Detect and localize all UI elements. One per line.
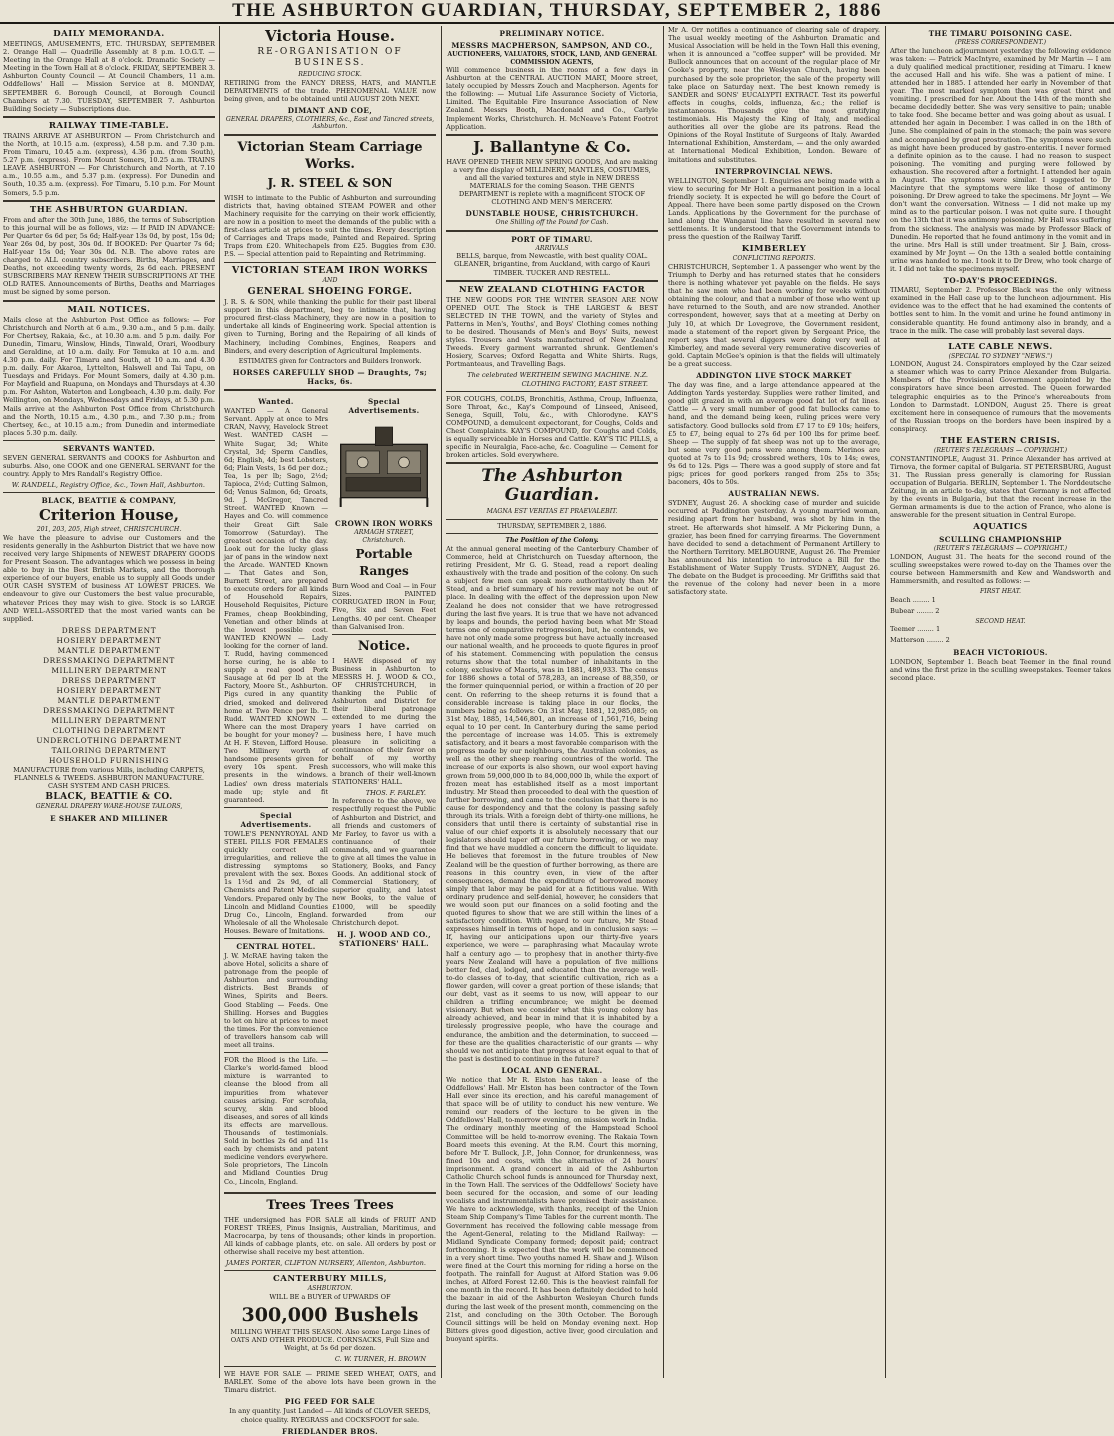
divider: [3, 200, 215, 202]
iron-works-text: J. R. S. & SON, while thanking the public for their past liberal support in this department, beg to intimate that, having procured first-class Machinery, they are now in a position to undertake all kinds of Engineering work. Special attention is given to Turning, Boring and the Repairing of all kinds of Machinery, including Combines, Engines, Reapers and Binders, and every description of Agricultural Implements.: [224, 298, 436, 355]
late-cable-text: LONDON, August 24. Conspirators employed by the Czar seized a steamer which was to carry Prince Alexander from Bulgaria. Members of the Provisional Government appointed by the conspirators have since been arrested. The Queen forwarded telegraphic enquiries as to the Prince's whereabouts from London to Darmstadt. LONDON, August 25. There is great excitement here in consequence of rumours that the movements of the Russian troops on the borders have been inspired by a conspiracy.: [890, 360, 1111, 433]
department-line: MILLINERY DEPARTMENT: [51, 715, 167, 725]
mail-notices-heading: MAIL NOTICES.: [67, 304, 151, 315]
wanted-special-row: [224, 394, 436, 1188]
horses-shod-line: HORSES CAREFULLY SHOD — Draughts, 7s; Hacks, 6s.: [232, 368, 428, 387]
eastern-crisis-text: CONSTANTINOPLE, August 31. Prince Alexander has arrived at Tirnova, the former capital of Bulgaria. ST PETERSBURG, August 31. The Russian press generally is clamoring for Russian occupation of Bulgaria. BERLIN, September 1. The Norddeutsche Zeitung, in an article to-day, states that Germany is not affected by the events in Bulgaria, but that the recent increase in the German armaments is due to the action of France, who alone is answerable for the present situation in Central Europe.: [890, 454, 1111, 520]
newspaper-motto: MAGNA EST VERITAS ET PRAEVALEBIT.: [486, 508, 618, 516]
poisoning-case-text: After the luncheon adjournment yesterday the following evidence was taken: — Patrick MacIntyre, examined by Mr Martin — I am a duly qualified medical practitioner, residing at Timaru. I knew the accused Hall and his wife. She was a patient of mine. I attended her in 1885. I attended her early in November of that year. The most marked symptom then was great thirst and vomiting. I prescribed for her. About the 14th of the month she became decidedly better. She was very sensitive to pain; unable to take food. She became better and was going about as usual. I attended her again in December. I was called in on the 18th of June. She complained of pain in the stomach; the pain was severe and accompanied by great prostration. The symptoms were such as might have been produced by gastro-enteritis. I never formed a definite opinion as to the cause. I had no reason to suspect poisoning. The vomiting and purging were followed by exhaustion. She recovered after a fortnight. I attended her again in August. The symptoms were similar. I suggested to Dr Macintyre that the symptoms were like those of antimony poisoning. Dr Drew agreed to take the specimens. Mr Joynt — We don't want the conversation. Witness — I did not make up my mind as to the particular poison. I was not quite sure. I thought on the 13th that it was antimony poisoning. Mr Hall was suffering from the sickness. The analysis was made by Professor Black of Dunedin. He reported that he found antimony in the vomit and in the urine. Mrs Hall is still under treatment. Sir J. Bain, cross-examined by Mr Joynt — On the 13th a sealed bottle containing urine was handed to me. I took it to Dr Drew, who took charge of it. I did not take the specimens myself.: [890, 46, 1111, 274]
column-3: [446, 26, 658, 1378]
criterion-intro: BLACK, BEATTIE & COMPANY,: [41, 496, 177, 506]
column-5: [890, 26, 1111, 1378]
victoria-house-heading: Victoria House.: [265, 27, 395, 45]
mail-notices-text: Mails close at the Ashburton Post Office as follows: — For Christchurch and North at 6 a.m., 9.30 a.m., and 5 p.m. daily. For Chertsey, Rakaia, &c., at 10.30 a.m. and 5 p.m. daily. For Dunedin, Timaru, Winslow, Hinds, Tinwald, Orari, Woodbury and Geraldine, at 10 a.m. daily. For Temuka at 10 a.m. and 4.30 p.m. daily. For Timaru and South, at 10 a.m. and 4.30 p.m. daily. For Akaroa, Lyttelton, Halswell and Tai Tapu, on Tuesdays and Fridays. For Mount Somers, daily at 4.30 p.m. For Mayfield and Ruapuna, on Mondays and Thursdays at 4.30 p.m. For Ashton, Waterton and Longbeach, 4.30 p.m. daily. For Wellington, on Mondays, Wednesdays and Fridays, at 5.30 p.m. Mails arrive at the Ashburton Post Office from Christchurch and the North, 10.15 a.m., 4.30 p.m., and 7.30 p.m.; from Chertsey, &c., at 10.15 a.m.; from Dunedin and intermediate places 5.30 p.m. daily.: [3, 315, 215, 437]
divider: [890, 338, 1111, 339]
beach-victorious-text: LONDON, September 1. Beach beat Teemer in the final round and wins the first prize in the sculling sweepstakes. Teemer takes second place.: [890, 657, 1111, 682]
department-list: [3, 626, 215, 766]
memoranda-text: MEETINGS, AMUSEMENTS, ETC. THURSDAY, SEPTEMBER 2. Orange Hall — Quadrille Assembly at 8 p.m. I.O.G.T. — Meeting in the Orange Hall at 8 o'clock. Dramatic Society — Meeting in the Town Hall at 8 o'clock. FRIDAY, SEPTEMBER 3. Ashburton County Council — At Council Chambers, 11 a.m. Oddfellows' Hall — Mission Service at 8. MONDAY, SEPTEMBER 6. Borough Council, at Borough Council Chambers at 7.30. TUESDAY, SEPTEMBER 7. Ashburton Building Society — Subscriptions due.: [3, 40, 215, 113]
trees-text: THE undersigned has FOR SALE all kinds of FRUIT AND FOREST TREES, Pinus Insignis, Australian, Maritimus, and Macrocarpa, by tens of thousands; other kinds in proportion. All kinds of cabbage plants, etc. on sale. All orders by post or otherwise shall receive my best attention.: [224, 1215, 436, 1256]
column-1: [3, 26, 215, 1378]
column-4: [668, 26, 880, 1378]
servants-signature: W. RANDELL, Registry Office, &c., Town Hall, Ashburton.: [11, 481, 205, 490]
portable-ranges-heading: Portable Ranges: [355, 547, 413, 579]
todays-proceedings-text: TIMARU, September 2. Professor Black was the only witness examined in the Hall case up to the luncheon adjournment. His evidence was to the effect that he had examined the contents of bottles sent to him. In the vomit and urine he found antimony in considerable quantity. He found antimony also in brandy, and a trace in the milk. The case will probably last several days.: [890, 286, 1111, 335]
notice-text-2: In reference to the above, we respectfully request the Public of Ashburton and District, and all friends and customers of Mr Farley, to favor us with a continuance of their commands, and we guarantee to give at all times the value in Stationery, Books, and Fancy Goods. An additional stock of Commercial Stationery, of superior quality, and latest new Books, to the value of £1000, will be speedily forwarded from our Christchurch depot.: [332, 797, 436, 927]
ballantyne-heading: J. Ballantyne & Co.: [473, 137, 631, 156]
heat-result: Beach ........ 1: [890, 595, 936, 604]
special-ads-heading: Special Advertisements.: [240, 810, 312, 829]
wanted-text: WANTED — A General Servant. Apply at once to Mrs CRAN, Navvy, Havelock Street West. WANTED CASH — White Sugar, 3d; White Crystal, 3d; Sperm Candles, 6d; English, 4d; best Lobsters, 6d; Plain Vests, 1s 6d per doz.; Tea, 1s per lb; Sago, 2½d; Tapioca, 2½d; Cutting Salmon, 6d; Venus Salmon, 6d; Groats, 9d. J. McGregor, Tancred Street. WANTED Known — Hayes and Co. will commence their Great Gift Sale Tomorrow (Saturday). The greatest occasion of the day. Look out for the lucky glass jar of pans in the window next the Arcade. WANTED Known — That Gates and Son, Burnett Street, are prepared to execute orders for all kinds of Household Repairs, Household Requisites, Picture Frames, cheap Bookbinding, Venetian and other blinds at the lowest possible cost. WANTED KNOWN — Lady looking for the corner of land. T. Rudd, having commenced horse curing, he is able to supply a real good Pork Sausage at 6d per lb at the Factory, Moore St., Ashburton. Pigs cured in any quantity dried, smoked and delivered home at Two Pence per lb. T. Rudd. WANTED KNOWN — Where can the most Drapery be bought for your money? — At H. F. Steven, Lifford House. Two Millinery worth of handsome presents given for every 10s spent. Fresh presents in the windows. Ladies' own dress materials made up; style and fit guaranteed.: [224, 407, 328, 804]
department-line: DRESS DEPARTMENT: [61, 675, 157, 685]
auctioneer-names: MESSRS MACPHERSON, SAMPSON, AND CO.,: [451, 41, 653, 50]
bushels-figure: 300,000 Bushels: [241, 1303, 419, 1326]
port-of-timaru-heading: PORT OF TIMARU.: [511, 234, 593, 244]
late-cable-subheading: (SPECIAL TO SYDNEY "NEWS."): [948, 352, 1053, 360]
masthead: [0, 0, 1114, 24]
divider: [446, 391, 658, 392]
newspaper-date: THURSDAY, SEPTEMBER 2, 1886.: [497, 522, 607, 530]
divider: [3, 440, 215, 441]
nz-clothing-signature: The celebrated WERTHEIM SEWING MACHINE. N.Z. CLOTHING FACTORY, EAST STREET.: [467, 371, 648, 388]
kimberley-subheading: CONFLICTING REPORTS.: [732, 255, 816, 263]
shoeing-forge-heading: GENERAL SHOEING FORGE.: [247, 286, 413, 298]
divider: [332, 634, 436, 635]
first-heat-results: [890, 596, 1111, 615]
department-line: DRESSMAKING DEPARTMENT: [43, 705, 175, 715]
poisoning-case-heading: THE TIMARU POISONING CASE.: [928, 29, 1073, 38]
kimberley-heading: KIMBERLEY: [741, 244, 807, 255]
interprovincial-heading: INTERPROVINCIAL NEWS.: [715, 166, 833, 176]
divider: [224, 938, 328, 939]
australian-news-text: SYDNEY, August 26. A shocking case of murder and suicide occurred at Paddington yesterday. A young married woman, residing apart from her husband, was shot by him in the street. He afterwards shot himself. A Mr Pickering Dunn, a grazier, has been fined for carrying firearms. The Government have decided to send a detachment of Permanent Artillery to the Northern Territory. MELBOURNE, August 26. The Premier has announced his intention to introduce a Bill for the Establishment of Water Supply Trusts. SYDNEY, August 26. The debate on the Budget is proceeding. Mr Griffiths said that the revenue of the colony had never been in a more satisfactory state.: [668, 499, 880, 597]
pennyroyal-ad: TOWLE'S PENNYROYAL AND STEEL PILLS FOR FEMALES quickly correct all irregularities, and relieve the distressing symptoms so prevalent with the sex. Boxes 1s 1½d and 2s 9d, of all Chemists and Patent Medicine Vendors. Prepared only by The Lincoln and Midland Counties Drug Co., Lincoln, England. Wholesale of all the Wholesale Houses. Beware of Imitations.: [224, 829, 328, 935]
divider: [224, 134, 436, 136]
dunstable-house-signature: DUNSTABLE HOUSE, CHRISTCHURCH.: [465, 209, 639, 219]
special-ads-heading: Special Advertisements.: [348, 397, 420, 416]
iron-works-estimates: ESTIMATES given for Contractors and Builders Ironwork.: [238, 357, 422, 365]
criterion-signature-line: GENERAL DRAPERY WARE-HOUSE TAILORS,: [35, 803, 183, 811]
wanted-heading: Wanted.: [258, 397, 294, 407]
divider: [224, 262, 436, 263]
preliminary-notice-text: Will commence business in the rooms of a few days in Ashburton at the CENTRAL AUCTION MART, Moore street, lately occupied by Messrs Zouch and Macpherson. Agents for the following: — Mutual Life Assurance Society of Victoria, Limited. The Equitable Fire Insurance Association of New Zealand. Messrs Booth, Macdonald and Co., Carlyle Implement Works, Christchurch. H. McNeave's Patent Footrot Application.: [446, 66, 658, 131]
victoria-house-signature: DIMANT AND COE,: [287, 105, 373, 115]
victoria-house-subheading: REDUCING STOCK.: [298, 71, 362, 78]
heat-result: Matterson ........ 2: [890, 636, 950, 645]
central-hotel-heading: CENTRAL HOTEL.: [236, 942, 316, 951]
department-line: MANTLE DEPARTMENT: [57, 645, 161, 655]
interprovincial-text: WELLINGTON, September 1. Enquiries are being made with a view to securing for Mr Holt a permanent position in a local friendly society. It is expected he will go before the Court of Appeal. There have been some partly disposed on the Crown Lands. Applications by the Government for the purchase of land along the Wanganui line have resulted in several new settlements. It is understood that the Government intends to press the question of the Railway Tariff.: [668, 176, 880, 242]
department-line: MANTLE DEPARTMENT: [57, 695, 161, 705]
department-line: HOUSEHOLD FURNISHING: [49, 755, 169, 765]
canterbury-mills-text: WILL BE a BUYER of UPWARDS OF: [269, 1292, 391, 1301]
iron-works-and: AND: [322, 276, 338, 284]
local-general-text: We notice that Mr R. Elston has taken a lease of the Oddfellows' Hall. Mr Elston has been contractor of the Town Hall ever since its erection, and his careful management of that space will be of utility to conduct his new venture. We remind our readers of the lecture to be given in the Oddfellows' Hall, to-morrow evening, on mission work in India. The ordinary monthly meeting of the Hampstead School Committee will be held to-morrow evening. The Rakaia Town Board meets this evening. At the R.M. Court this morning, before Mr T. Bullock, J.P., John Connor, for drunkenness, was fined 10s and costs, with the alternative of 24 hours' imprisonment. A grand concert in aid of the Ashburton Catholic Church school funds is announced for Thursday next, in the Town Hall. The services of the Oddfellows' Society have been secured for the occasion, and some of our leading vocalists and instrumentalists have promised their assistance. We have to acknowledge, with thanks, receipt of the Union Steam Ship Company's Time Tables for the current month. The Government has received the following cable message from the Agent-General, relating to the Midland Railway: — Midland Syndicate Company formed; deposit paid; contract forthcoming. It is expected that the work will be commenced in a very short time. Two youths named H. Shaw and J. Wilson were fined at the Court this morning for riding a horse on the footpath. The rainfall for August at Alford Station was 9.06 inches, at Alford Forest 12.60. This is the heaviest rainfall for one month in the record. It has been definitely decided to hold the bazaar in aid of the Ashburton Wesleyan Church funds during the last week of the present month, commencing on the 21st, and concluding on the 30th October. The Borough Council sittings will be held on Monday evening next. Hop Bitters gives good digestion, active liver, good circulation and buoyant spirits.: [446, 1075, 658, 1343]
department-line: TAILORING DEPARTMENT: [51, 745, 167, 755]
criterion-text: We have the pleasure to advise our Customers and the residents generally in the Ashburton District that we have now received very large Shipments of NEWEST DRAPERY GOODS for Present Season. The advantages which we possess in being able to buy in the Best British Markets, and the thorough experience of our buyers, enable us to supply all Goods under OUR CASH SYSTEM of business AT LOWEST PRICES. We endeavour to give our Customers the best value procurable, whatever Prices they may wish to give. Stock is so LARGE AND WELL-ASSORTED that the most varied wants can be supplied.: [3, 533, 215, 623]
portable-ranges-text: Burn Wood and Coal — in Four Sizes. PAINTED CORRUGATED IRON in Four, Five, Six and Seven Feet Lengths. 40 per cent. Cheaper than Galvanised Iron.: [332, 582, 436, 631]
department-line: MILLINERY DEPARTMENT: [51, 665, 167, 675]
pig-feed-text: In any quantity. Just Landed — All kinds of CLOVER SEEDS, choice quality. RYEGRASS and COCKSFOOT for sale.: [229, 1407, 431, 1424]
divider: [3, 492, 215, 493]
masthead-title: THE ASHBURTON GUARDIAN, THURSDAY, SEPTEMBER 2, 1886: [232, 0, 882, 21]
department-line: HOSIERY DEPARTMENT: [56, 635, 162, 645]
memoranda-heading: DAILY MEMORANDA.: [53, 29, 165, 39]
first-heat-heading: FIRST HEAT.: [980, 588, 1021, 596]
divider: [224, 389, 436, 391]
column-rule: [219, 26, 220, 1378]
preliminary-notice-heading: PRELIMINARY NOTICE.: [499, 29, 605, 38]
department-line: CLOTHING DEPARTMENT: [52, 725, 166, 735]
nz-clothing-text: THE NEW GOODS FOR THE WINTER SEASON ARE NOW OPENED OUT. The Stock is THE LARGEST & BEST SELECTED IN THE TOWN, and the variety of Styles and Patterns in Men's, Youths', and Boys' Clothing comes nothing to be desired. Thousands of Men's and Boys' Suits, newest styles. Trousers and Vests manufactured of New Zealand Tweeds. Every garment warranted shrunk. Gentlemen's Hosiery, Scarves; Oxford Regatta and White Shirts. Rugs, Portmanteaus, and Travelling Bags.: [446, 295, 658, 369]
divider: [224, 1052, 328, 1053]
servants-text: SEVEN GENERAL SERVANTS and COOKS for Ashburton and suburbs. Also, one COOK and one GENERAL SERVANT for the country. Apply to Mrs Randall's Registry Office.: [3, 453, 215, 479]
poisoning-case-subheading: (PRESS CORRESPONDENT.): [954, 39, 1047, 46]
beach-victorious-heading: BEACH VICTORIOUS.: [953, 647, 1048, 657]
iron-works-heading: VICTORIAN STEAM IRON WORKS: [231, 264, 429, 276]
steam-carriage-heading: Victorian Steam Carriage Works.: [237, 139, 423, 172]
steam-carriage-name: J. R. STEEL & SON: [267, 175, 393, 190]
divider: [446, 230, 658, 232]
addington-text: The day was fine, and a large attendance appeared at the Addington Yards yesterday. Supplies were rather limited, and good gilt grazed in with an average good fat lot of fat lines. Cattle — A very small number of good fat bullocks came to hand, and the demand being keen, ruling prices were very satisfactory. Good bullocks sold from £7 17 to £9 10s; heifers, £5 to £7, being equal to 27s 6d per 100 lbs for prime beef. Sheep — The supply of fat sheep was not up to the average, but some very good pens were among them. Merinos are quoted at 7s to 11s 9d; crossbred wethers, 10s to 14s; ewes, 9s 6d to 12s. Pigs — There was a good supply of store and fat pigs; prices for good porkers ranged from 25s to 35s; baconers, 40s to 50s.: [668, 381, 880, 487]
divider: [446, 134, 658, 136]
criterion-address: 201, 203, 205, High street, CHRISTCHURCH.: [36, 526, 182, 534]
sculling-heading: SCULLING CHAMPIONSHIP: [939, 535, 1062, 545]
divider: [3, 116, 215, 118]
canterbury-mills-signature: C. W. TURNER, H. BROWN: [334, 1355, 426, 1364]
servants-heading: SERVANTS WANTED.: [62, 443, 156, 453]
cough-remedy-ad: FOR COUGHS, COLDS, Bronchitis, Asthma, Croup, Influenza, Sore Throat, &c., Kay's Compound of Linseed, Aniseed, Senega, Squill, Tolu, &c., with Chlorodyne. KAY'S COMPOUND, a demulcent expectorant, for Coughs, Colds and Chest Complaints. KAY'S COMPOUND, for Coughs and Colds, is equally serviceable in Horses and Cattle. KAY'S TIC PILLS, a specific in Neuralgia, Face-ache, &c. Coaguline — Cement for broken articles. Sold everywhere.: [446, 394, 658, 460]
canterbury-mills-location: ASHBURTON.: [307, 1285, 353, 1293]
divider: [224, 1192, 436, 1194]
criterion-heading: Criterion House,: [38, 506, 180, 525]
divider: [3, 300, 215, 302]
eastern-crisis-heading: THE EASTERN CRISIS.: [940, 436, 1061, 447]
column-rule: [885, 26, 886, 1378]
trees-heading: Trees Trees Trees: [266, 1197, 394, 1213]
wanted-section: [224, 394, 328, 1188]
newspaper-title: The Ashburton Guardian.: [481, 466, 623, 506]
arrivals-subheading: ARRIVALS: [535, 244, 569, 252]
divider: [446, 462, 658, 464]
eastern-crisis-subheading: (REUTER'S TELEGRAMS — COPYRIGHT.): [933, 447, 1068, 455]
divider: [446, 533, 658, 534]
column-rule: [441, 26, 442, 1378]
local-general-heading: LOCAL AND GENERAL.: [501, 1065, 603, 1075]
port-arrivals-text: BELLS, barque, from Newcastle, with best quality COAL. GLEANER, brigantine, from Auckland, with cargo of Kauri TIMBER. TUCKER AND RESTELL.: [454, 252, 650, 277]
nz-clothing-heading: NEW ZEALAND CLOTHING FACTOR: [458, 284, 646, 295]
column-rule: [663, 26, 664, 1378]
victoria-house-text: RETIRING from the FANCY DRESS, HATS, and MANTLE DEPARTMENTS of the trade. PHENOMENAL VALUE now being given, and to be obtained until AUGUST 20th NEXT.: [224, 78, 436, 103]
notice-heading: Notice.: [357, 638, 411, 654]
ballantyne-text: HAVE OPENED THEIR NEW SPRING GOODS, And are making a very fine display of MILLINERY, MANTLES, COSTUMES, and all the varied textures and style in NEW DRESS MATERIALS for the coming Season. THE GENTS DEPARTMENT is replete with a magnificent STOCK OF CLOTHING AND MEN'S MERCERY.: [446, 157, 658, 207]
second-heat-results: [890, 625, 1111, 644]
late-cable-heading: LATE CABLE NEWS.: [948, 341, 1053, 352]
divider: [446, 280, 658, 282]
railway-heading: RAILWAY TIME-TABLE.: [48, 120, 170, 131]
seed-wheat-ad: WE HAVE FOR SALE — PRIME SEED WHEAT, OATS, and BARLEY. Some of the above lots have been grown in the Timaru district.: [224, 1370, 436, 1395]
column-2: [224, 26, 436, 1436]
ballantyne-footer: One Shilling off the Pound for Cash.: [495, 219, 609, 227]
divider: [224, 1270, 436, 1271]
local-general-continued: Mr A. Orr notifies a continuance of clearing sale of drapery. The usual weekly meeting of the Ashburton Dramatic and Musical Association will be held in the Town Hall this evening, when it is announced a "coffee supper" will be provided. Mr Bullock announces that on account of the regular place of Mr Cooke's property, near the Wesleyan Church, having been purchased by the sole proprietor, the sale of the property will take place on Saturday next. The best known remedy is SANDER and SONS' EUCALYPTI EXTRACT. Test its powerful effects in coughs, colds, influenza, &c.; the relief is instantaneous. Thousands give the most gratifying testimonials. His Majesty the King of Italy, and medical authorities all over the globe are its patrons. Read the Opinions of the Royal Institute of Surgeons of Italy. Awarded International Exhibition, Amsterdam, — and the only awarded at International Medical Exhibition, London. Beware of imitations and substitutes.: [668, 26, 880, 164]
central-hotel-text: J. W. McRAE having taken the above Hotel, solicits a share of patronage from the people of Ashburton and surrounding districts. Best Brands of Wines, Spirits and Beers. Good Stabling — Feeds. One Shilling. Horses and Buggies to let on hire at prices to meet the times. For the convenience of travellers hansom cab will meet all trains.: [224, 952, 328, 1050]
blood-mixture-ad: FOR the Blood is the Life. — Clarke's world-famed blood mixture is warranted to cleanse the blood from all impurities from whatever causes arising. For scrofula, scurvy, skin and blood diseases, and sores of all kinds its effects are marvellous. Thousands of testimonials. Sold in bottles 2s 6d and 11s each by chemists and patent medicine vendors everywhere. Sole proprietors, The Lincoln and Midland Counties Drug Co., Lincoln, England.: [224, 1056, 328, 1186]
victoria-house-subheading: RE-ORGANISATION OF BUSINESS.: [257, 47, 403, 68]
auctioneer-subheading: AUCTIONEERS, VALUATORS, STOCK, LAND, AND GENERAL COMMISSION AGENTS,: [447, 51, 657, 66]
department-line: UNDERCLOTHING DEPARTMENT: [36, 735, 182, 745]
victoria-house-address: GENERAL DRAPERS, CLOTHIERS, &c., East and Tancred streets, Ashburton.: [225, 115, 435, 131]
department-line: HOSIERY DEPARTMENT: [56, 685, 162, 695]
leader-text: At the annual general meeting of the Canterbury Chamber of Commerce, held at Christchurch on Tuesday afternoon, the retiring President, Mr G. G. Stead, read a report dealing exhaustively with the trade and position of the colony. On such a subject few men can speak more authoritatively than Mr Stead, and a brief summary of his review may not be out of place. In dealing with the effect of the depression upon New Zealand he does not consider that we have retrogressed during the last five years. It is true that we have not advanced by leaps and bounds, the period having been what Mr Stead terms one of comparative retrogression, but, he contends, we have not only made some progress but have actually increased our national wealth, and he proceeds to quote figures in proof of his statement. Commencing with population the census returns show that the total number of inhabitants in the colony, exclusive of Maoris, was in 1881, 489,933. The census for 1886 shows a total of 578,283, an increase of 88,350, or the former quinquennial period, or within a fraction of 20 per cent. On referring to the sheep returns it is found that a considerable increase is taking place in our flocks, the numbers being as follows: On 31st May, 1881, 12,985,085; on 31st May, 1885, 14,546,801, an increase of 1,561,716, being equal to 10 per cent. In Canterbury during the same period the percentage of increase was 14.05. This is extremely satisfactory, and it bears a most favorable comparison with the progress made by our neighbours, the Australian colonies, as well as the other sheep rearing countries of the world. The increase of our exports is also shown, our wool export having grown from 59,000,000 lb to 84,000,000 lb, while the export of frozen meat has established itself as a most important industry. Mr Stead then proceeded to deal with the question of further borrowing, and came to the conclusion that there is no cause for despondency and that the colony is passing safely through its trials. With a foreign debt of thirty-one millions, he considers that until there is certainty of substantial rise in value of our chief exports it is absolutely necessary that our legislators should taper off our future borrowing, or we may find that we have muddled a concern the difficult to liquidate. He believes that foremost in the future troubles of New Zealand will be the question of further borrowing, as there are reasons in this country even, in view of the after consequences, demand the expenditure of borrowed money simply that labor may be paid for at a fictitious value. With ordinary prudence and self-denial, however, he considers that we would soon put our finances on a solid footing and the quoted figures to show that we are still within the lines of a satisfactory condition. With regard to our future, Mr Stead expresses himself in terms of hope, and in conclusion says: — If, having our anticipations upon our thirty-five years experience, we were — paraphrasing what Macaulay wrote half a century ago — to prophesy that in another thirty-five years New Zealand will have a population of five millions better fed, clad, lodged, and educated than the average well-to-do classes of to-day, that scientific cultivation, rich as a flower garden, will cover a great portion of these islands; that our debt, vast as it seems to us now, will appear to our children a trifling encumbrance; we might be deemed visionary. But when we consider what this young colony has already achieved, and bear in mind that it is inhabited by a tirelessly progressive people, who have the courage and endurance, the ambition and the determination, to succeed — for these are the qualities characteristic of our grants — why should we not anticipate that progress at least equal to that of the past is destined to continue in the future?: [446, 544, 658, 1063]
crown-iron-works-heading: CROWN IRON WORKS: [335, 519, 433, 529]
divider: [224, 807, 328, 808]
addington-heading: ADDINGTON LIVE STOCK MARKET: [696, 371, 852, 381]
criterion-signature: BLACK, BEATTIE & CO.: [45, 792, 173, 803]
railway-text: TRAINS ARRIVE AT ASHBURTON — From Christchurch and the North, at 10.15 a.m. (express), 4.58 p.m. and 7.30 p.m. From Timaru, 10.45 a.m. (express), 4.36 p.m. (from South), 5.27 p.m. (express). From Mount Somers, 10.25 a.m. TRAINS LEAVE ASHBURTON — For Christchurch and North, at 7.10 a.m., 10.55 a.m., and 5.37 p.m. (express). For Dunedin and South, 10.35 a.m. (express). For Timaru, 5.10 p.m. For Mount Somers, 5.5 p.m.: [3, 131, 215, 197]
canterbury-mills-text-2: MILLING WHEAT THIS SEASON. Also some Large Lines of OATS AND OTHER PRODUCE. CORNSACKS, Full Size and Weight, at 5s 6d per dozen.: [230, 1327, 430, 1352]
wood-co-signature: H. J. WOOD AND CO., STATIONERS' HALL.: [336, 929, 432, 948]
friedlander-signature: FRIEDLANDER BROS.: [281, 1426, 379, 1436]
criterion-signature-line: E SHAKER AND MILLINER: [50, 813, 168, 823]
sculling-text: LONDON, August 31. The heats for the second round of the sculling sweepstakes were rowed to-day on the Thames over the course between Hammersmith and Kew and Wandsworth and Hammersmith, and resulted as follows: —: [890, 552, 1111, 586]
todays-proceedings-heading: TO-DAY'S PROCEEDINGS.: [943, 276, 1058, 286]
heat-result: Bubear ........ 2: [890, 606, 940, 615]
special-ads-section: [332, 394, 436, 1188]
department-line: DRESSMAKING DEPARTMENT: [43, 655, 175, 665]
aquatics-heading: AQUATICS: [973, 522, 1028, 533]
pig-feed-heading: PIG FEED FOR SALE: [284, 1397, 376, 1407]
guardian-terms-heading: THE ASHBURTON GUARDIAN.: [29, 204, 189, 215]
canterbury-mills-heading: CANTERBURY MILLS,: [272, 1274, 388, 1285]
kitchen-range-engraving: [334, 419, 434, 515]
steam-carriage-text: WISH to intimate to the Public of Ashburton and surrounding districts that, having obtained STEAM POWER and other Machinery requisite for the carrying on their work efficiently, are now in a position to meet the demands of the public with a first-class article at prices to suit the times. Every description of Carriages and Traps made, Painted and Repaired. Spring Traps from £20. Whitechapels from £25. Buggies from £30. P.S. — Special attention paid to Repainting and Retrimming.: [224, 193, 436, 259]
divider: [224, 1366, 436, 1367]
criterion-footer: MANUFACTURE from various Mills, including CARPETS, FLANNELS & TWEEDS. ASHBURTON MANUFACTURE. CASH SYSTEM AND CASH PRICES.: [13, 765, 205, 791]
notice-text: I HAVE disposed of my Business in Ashburton to MESSRS H. J. WOOD & CO., OF CHRISTCHURCH, in thanking the Public of Ashburton and District for their liberal patronage extended to me during the years I have carried on business here, I have much pleasure in soliciting a continuance of their favor on behalf of my worthy successors, who will make this a branch of their well-known STATIONERS' HALL.: [332, 656, 436, 787]
kimberley-text: CHRISTCHURCH, September 1. A passenger who went by the Triumph to Derby and has returned states that he considers there is nothing whatever yet payable on the fields. He says that he saw men who had been working for weeks without obtaining the colour, and that a number of those who went up have returned to the South, and are now stranded. Another correspondent, however, says that at a meeting at Derby on July 10, at which Dr Lovegrove, the Government resident, made a statement of the report given by Sergeant Price, the report says that several diggers were doing very well at Kimberley, and made several very remunerative discoveries of gold. Captain McGee's opinion is that the fields will ultimately be a great success.: [668, 262, 880, 368]
heat-result: Teemer ........ 1: [890, 625, 941, 634]
sculling-subheading: (REUTER'S TELEGRAMS — COPYRIGHT.): [933, 545, 1068, 553]
trees-signature: JAMES PORTER, CLIFTON NURSERY, Allenton, Ashburton.: [225, 1259, 426, 1268]
divider: [446, 519, 658, 520]
notice-signature: THOS. F. FARLEY.: [365, 789, 426, 798]
crown-iron-works-address: ARMAGH STREET, Christchurch.: [354, 529, 414, 544]
australian-news-heading: AUSTRALIAN NEWS.: [728, 489, 820, 499]
department-line: DRESS DEPARTMENT: [61, 625, 157, 635]
leader-heading: The Position of the Colony.: [505, 537, 599, 545]
guardian-terms-text: From and after the 30th June, 1886, the terms of Subscription to this journal will be as follows, viz: — If PAID IN ADVANCE: Per Quarter 6s 6d per, 5s 6d; Half-year 13s 0d, by post, 15s 0d; Year 26s 0d, by post, 30s 0d. If BOOKED: Per Quarter 7s 6d; Half-year 15s 0d; Year 30s 0d. N.B. The above rates are charged to ALL country subscribers. Births, Marriages, and Deaths, not exceeding twenty words, 2s 6d each. PRESENT SUBSCRIBERS MAY RENEW THEIR SUBSCRIPTIONS AT THE OLD RATES. Announcements of Births, Deaths and Marriages must be signed by some person.: [3, 215, 215, 297]
second-heat-heading: SECOND HEAT.: [975, 617, 1026, 625]
